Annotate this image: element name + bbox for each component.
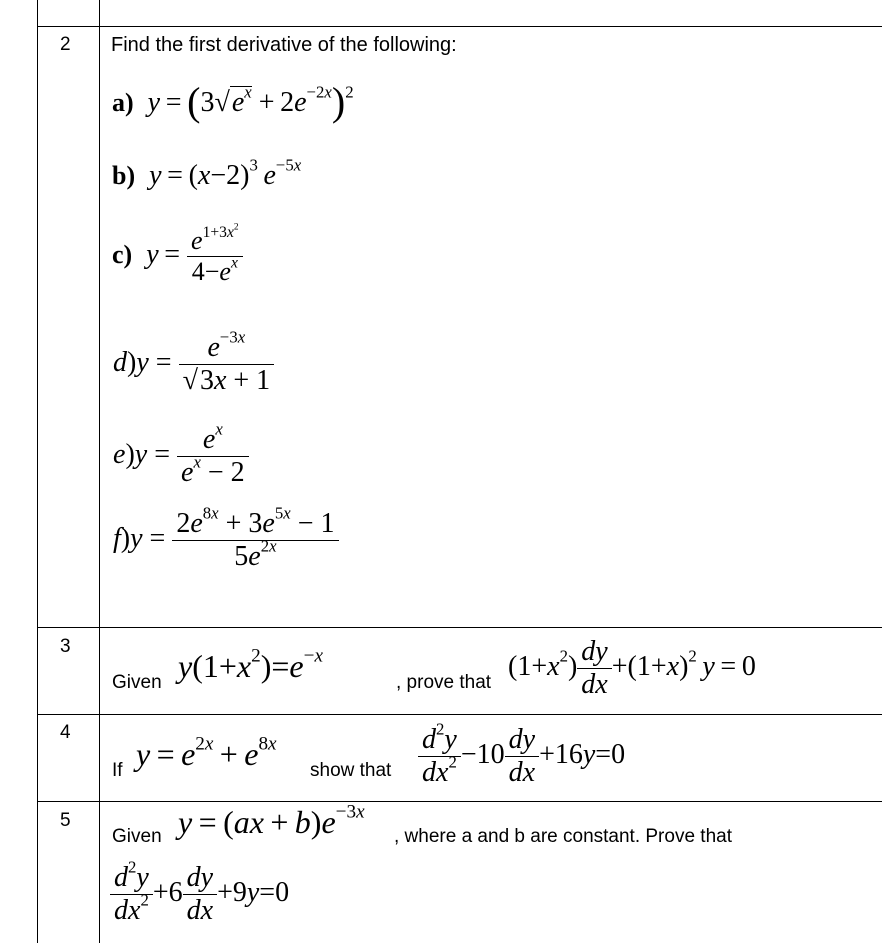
part-b-label: b) [112, 161, 136, 190]
question-number: 4 [60, 722, 71, 743]
part-e-label: e [113, 439, 126, 471]
question-number: 2 [60, 34, 71, 55]
if-label: If [112, 760, 123, 781]
question-instruction: Find the first derivative of the following: [111, 34, 457, 56]
if-equation: $y = e^{2x} + e^{8x}$ [136, 733, 277, 772]
part-e-expression: e)y = $\frac{e^x}{e^x - 2}$ [113, 424, 249, 489]
prove-equation: $\frac{d^2y}{dx^2}$ +6 $\frac{dy}{dx}$ +9y=0 [110, 862, 289, 927]
part-c-label: c) [112, 239, 133, 269]
part-f-expression: f)y = $\frac{2e^{8x} + 3e^{5x} - 1}{5e^{2x}}$ [113, 508, 339, 573]
part-c-expression: c) y = $\frac{e^{1+3x^2}}{4-e^x}$ [112, 226, 243, 287]
question-number: 5 [60, 810, 71, 831]
given-label: Given [112, 672, 162, 693]
given-equation: $y(1+x^2)=e^{-x}$ [178, 645, 323, 684]
table-row-divider [37, 627, 882, 628]
part-d-label: d [113, 347, 127, 379]
part-a-expression: a) $y = (3√e^x + 2e^{-2x})^2$ [112, 79, 354, 124]
given-equation: $y = (ax + b)e^{-3x}$ [178, 801, 365, 840]
part-a-label: a) [112, 88, 134, 117]
part-f-label: f [113, 523, 121, 555]
prove-equation: $(1+x^2)$ $\frac{dy}{dx}$ $+(1+x)^2$ y = 0 [508, 636, 756, 701]
part-b-expression: b) $y = (x-2)^3$ $e^{-5x}$ [112, 155, 302, 191]
part-d-expression: d)y = $\frac{e^{-3x}}{√3x + 1}$ [113, 332, 274, 397]
table-row-divider [37, 714, 882, 715]
show-equation: $\frac{d^2y}{dx^2}$ −10 $\frac{dy}{dx}$ +16y=0 [418, 724, 625, 789]
constant-note: , where a and b are constant. Prove that [394, 826, 732, 847]
given-label: Given [112, 826, 162, 847]
table-row-divider [37, 26, 882, 27]
show-label: show that [310, 760, 392, 781]
prove-label: , prove that [396, 672, 492, 693]
question-number: 3 [60, 636, 71, 657]
table-row-divider [37, 801, 882, 802]
